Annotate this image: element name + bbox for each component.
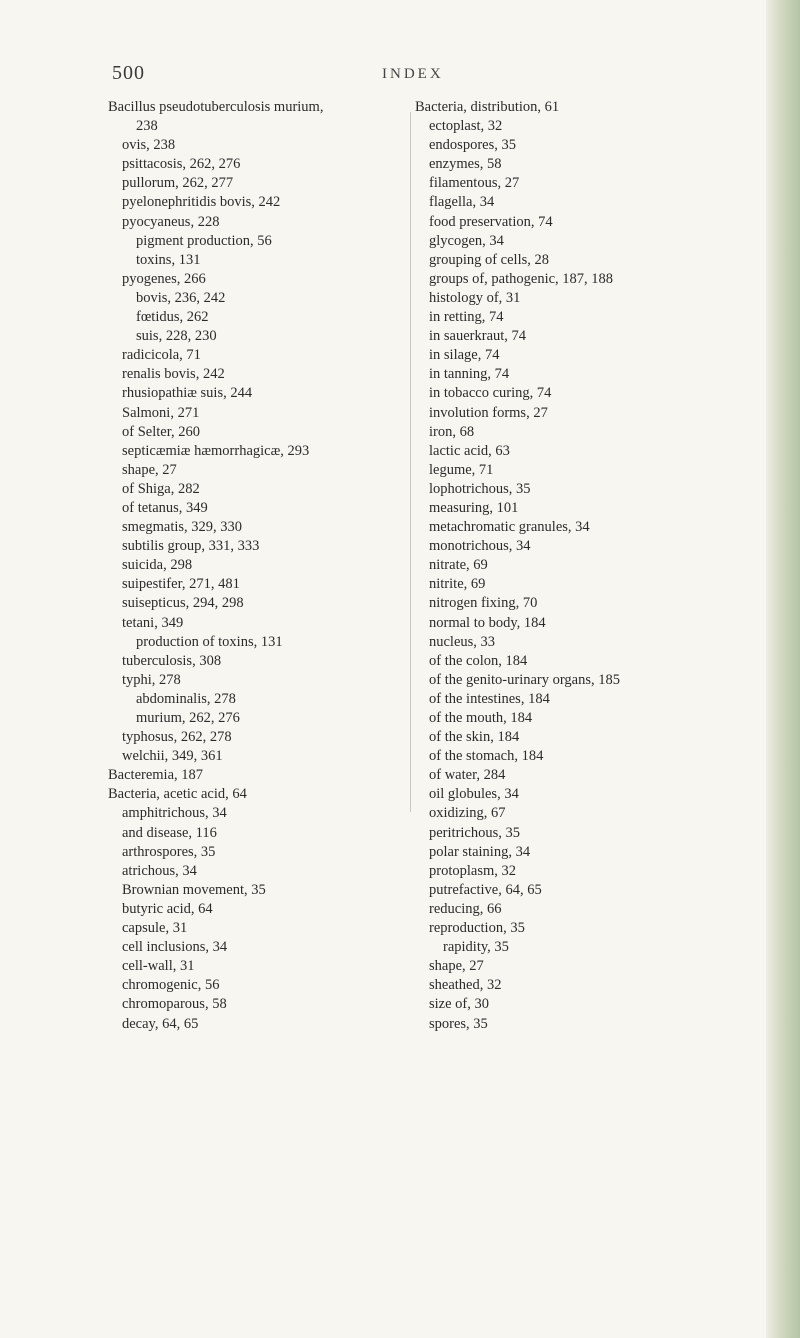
- index-entry: spores, 35: [429, 1015, 488, 1032]
- index-entry: nitrate, 69: [429, 557, 488, 574]
- index-entry: septicæmiæ hæmorrhagicæ, 293: [122, 442, 310, 459]
- index-entry: atrichous, 34: [122, 862, 197, 879]
- running-head: INDEX: [382, 66, 444, 82]
- index-entry: Bacillus pseudotuberculosis murium,: [108, 99, 324, 115]
- index-entry: of the stomach, 184: [429, 748, 544, 765]
- page-header: [0, 62, 800, 92]
- index-entry: renalis bovis, 242: [122, 366, 225, 383]
- index-entry: of water, 284: [429, 767, 506, 784]
- index-entry: welchii, 349, 361: [122, 748, 223, 765]
- index-entry: of the colon, 184: [429, 652, 528, 669]
- index-entry: smegmatis, 329, 330: [122, 519, 243, 536]
- index-entry: in sauerkraut, 74: [429, 328, 527, 345]
- index-entry: Bacteremia, 187: [108, 767, 204, 784]
- index-entry: of the skin, 184: [429, 729, 520, 746]
- index-entry: pigment production, 56: [136, 232, 272, 249]
- index-entry: pyogenes, 266: [122, 270, 206, 287]
- index-entry: typhosus, 262, 278: [122, 729, 232, 746]
- index-entry: normal to body, 184: [429, 614, 546, 631]
- index-entry: in retting, 74: [429, 309, 504, 326]
- index-entry: pyocyaneus, 228: [122, 213, 220, 230]
- index-entry: toxins, 131: [136, 251, 201, 268]
- index-entry: ectoplast, 32: [429, 118, 503, 135]
- index-entry: histology of, 31: [429, 289, 521, 306]
- index-entry: flagella, 34: [429, 194, 495, 211]
- index-entry: involution forms, 27: [429, 404, 548, 421]
- index-entry: capsule, 31: [122, 920, 188, 937]
- index-entry: tuberculosis, 308: [122, 652, 222, 669]
- index-entry: of Selter, 260: [122, 423, 200, 440]
- index-entry: suipestifer, 271, 481: [122, 576, 240, 593]
- index-entry: of Shiga, 282: [122, 480, 200, 497]
- index-entry: shape, 27: [122, 461, 177, 478]
- index-entry: groups of, pathogenic, 187, 188: [429, 270, 614, 287]
- index-column-right: [415, 98, 775, 1034]
- index-entry: shape, 27: [429, 958, 484, 975]
- index-column-left: [108, 98, 410, 1034]
- index-entry: glycogen, 34: [429, 232, 504, 249]
- index-entry: enzymes, 58: [429, 156, 502, 173]
- index-entry: cell inclusions, 34: [122, 939, 228, 956]
- index-entry: lactic acid, 63: [429, 442, 510, 459]
- index-entry: putrefactive, 64, 65: [429, 881, 542, 898]
- index-entry: pullorum, 262, 277: [122, 175, 234, 192]
- index-entry: reducing, 66: [429, 900, 502, 917]
- index-entry: of the intestines, 184: [429, 690, 550, 707]
- index-entry: size of, 30: [429, 996, 489, 1013]
- index-entry: suisepticus, 294, 298: [122, 595, 244, 612]
- index-entry: protoplasm, 32: [429, 862, 516, 879]
- index-entry: food preservation, 74: [429, 213, 553, 230]
- index-entry: measuring, 101: [429, 499, 519, 516]
- index-entry: nitrogen fixing, 70: [429, 595, 538, 612]
- index-entry: sheathed, 32: [429, 977, 502, 994]
- index-entry: decay, 64, 65: [122, 1015, 199, 1032]
- index-entry: tetani, 349: [122, 614, 184, 631]
- column-divider: [410, 112, 411, 812]
- index-entry: chromoparous, 58: [122, 996, 227, 1013]
- index-entry: polar staining, 34: [429, 843, 531, 860]
- index-entry: iron, 68: [429, 423, 475, 440]
- index-entry: of the genito-urinary organs, 185: [429, 671, 621, 688]
- index-entry: grouping of cells, 28: [429, 251, 550, 268]
- index-entry: in tobacco curing, 74: [429, 385, 552, 402]
- index-entry: oil globules, 34: [429, 786, 519, 803]
- index-entry: chromogenic, 56: [122, 977, 220, 994]
- index-entry: metachromatic granules, 34: [429, 519, 590, 536]
- index-entry: nitrite, 69: [429, 576, 486, 593]
- index-entry: 238: [136, 118, 158, 135]
- index-entry: in silage, 74: [429, 347, 500, 364]
- index-entry: legume, 71: [429, 461, 494, 478]
- index-entry: fœtidus, 262: [136, 309, 209, 326]
- index-entry: subtilis group, 331, 333: [122, 538, 260, 555]
- index-entry: pyelonephritidis bovis, 242: [122, 194, 281, 211]
- index-entry: butyric acid, 64: [122, 900, 213, 917]
- index-entry: endospores, 35: [429, 137, 516, 154]
- index-entry: monotrichous, 34: [429, 538, 531, 555]
- index-entry: rhusiopathiæ suis, 244: [122, 385, 253, 402]
- index-entry: peritrichous, 35: [429, 824, 521, 841]
- index-entry: Bacteria, distribution, 61: [415, 99, 560, 115]
- index-entry: abdominalis, 278: [136, 690, 236, 707]
- index-entry: Brownian movement, 35: [122, 881, 266, 898]
- index-entry: oxidizing, 67: [429, 805, 506, 822]
- index-entry: in tanning, 74: [429, 366, 510, 383]
- index-entry: reproduction, 35: [429, 920, 525, 937]
- index-entry: of the mouth, 184: [429, 710, 533, 726]
- index-entry: and disease, 116: [122, 824, 217, 841]
- index-entry: suis, 228, 230: [136, 328, 217, 345]
- index-entry: ovis, 238: [122, 137, 176, 154]
- index-entry: suicida, 298: [122, 557, 193, 574]
- index-entry: Salmoni, 271: [122, 404, 200, 421]
- index-entry: production of toxins, 131: [136, 633, 283, 650]
- index-entry: amphitrichous, 34: [122, 805, 227, 822]
- index-entry: psittacosis, 262, 276: [122, 156, 241, 173]
- index-entry: filamentous, 27: [429, 175, 520, 192]
- index-entry: typhi, 278: [122, 671, 181, 688]
- index-entry: bovis, 236, 242: [136, 289, 226, 306]
- index-entry: of tetanus, 349: [122, 499, 208, 516]
- index-entry: radicicola, 71: [122, 347, 201, 364]
- index-entry: lophotrichous, 35: [429, 480, 531, 497]
- index-entry: arthrospores, 35: [122, 843, 216, 860]
- index-entry: cell-wall, 31: [122, 958, 195, 975]
- index-entry: rapidity, 35: [443, 939, 509, 956]
- index-entry: nucleus, 33: [429, 633, 496, 650]
- page-number: 500: [112, 62, 145, 84]
- index-entry: Bacteria, acetic acid, 64: [108, 786, 247, 803]
- index-entry: murium, 262, 276: [136, 710, 240, 726]
